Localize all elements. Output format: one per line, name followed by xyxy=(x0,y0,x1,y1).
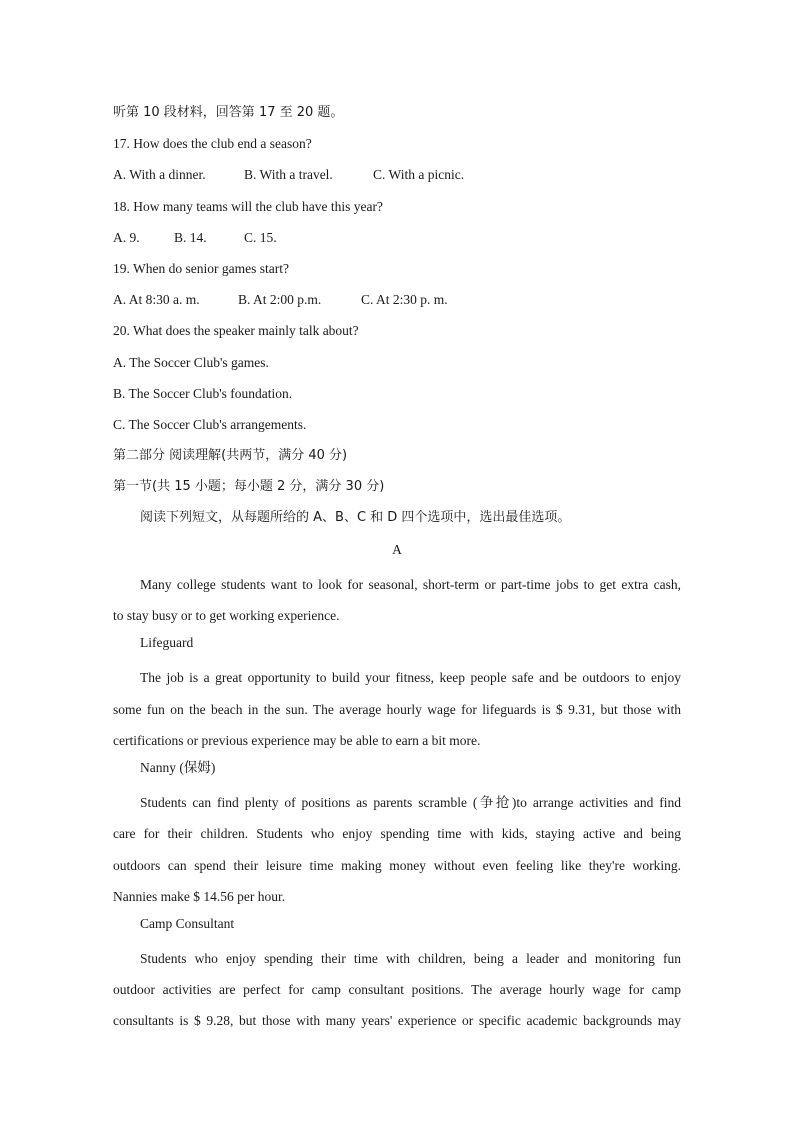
option-c: C. At 2:30 p. m. xyxy=(361,292,448,308)
option-a: A. The Soccer Club's games. xyxy=(113,354,269,370)
options-18 xyxy=(113,226,681,257)
option-b: B. At 2:00 p.m. xyxy=(238,292,322,308)
options-19 xyxy=(113,288,681,319)
question-20: 20. What does the speaker mainly talk about? xyxy=(113,323,359,339)
option-a: A. At 8:30 a. m. xyxy=(113,292,200,308)
section-intro: 听第 10 段材料，回答第 17 至 20 题。 xyxy=(113,105,344,120)
paragraph-line: outdoor activities are perfect for camp consultant positions. The average hourly wage for camp xyxy=(113,982,681,998)
paragraph-line: certifications or previous experience may be able to earn a bit more. xyxy=(113,732,481,748)
intro-paragraph xyxy=(113,569,681,631)
nanny-paragraph xyxy=(113,787,681,912)
option-a: A. With a dinner. xyxy=(113,167,206,183)
job-title-camp-consultant: Camp Consultant xyxy=(140,915,235,931)
option-a: A. 9. xyxy=(113,229,140,245)
option-c: C. 15. xyxy=(244,229,277,245)
instruction-text: 阅读下列短文，从每题所给的 A、B、C 和 D 四个选项中，选出最佳选项。 xyxy=(140,510,571,526)
paragraph-line: Students who enjoy spending their time with children, being a leader and monitoring fun xyxy=(140,951,681,967)
question-17: 17. How does the club end a season? xyxy=(113,136,312,152)
question-18: 18. How many teams will the club have this year? xyxy=(113,198,383,214)
option-c: C. With a picnic. xyxy=(373,167,465,183)
paragraph-line: outdoors can spend their leisure time making money without even feeling like they're working. xyxy=(113,857,681,873)
option-b: B. The Soccer Club's foundation. xyxy=(113,385,293,401)
option-b: B. With a travel. xyxy=(244,167,333,183)
paragraph-line: consultants is $ 9.28, but those with many years' experience or specific academic backgrounds may xyxy=(113,1013,681,1029)
paragraph-line: care for their children. Students who enjoy spending time with kids, staying active and being xyxy=(113,826,681,842)
question-19: 19. When do senior games start? xyxy=(113,260,289,276)
option-c: C. The Soccer Club's arrangements. xyxy=(113,416,307,432)
paragraph-line: Many college students want to look for seasonal, short-term or part-time jobs to get extra cash, xyxy=(140,576,681,592)
paragraph-line: some fun on the beach in the sun. The average hourly wage for lifeguards is $ 9.31, but those with xyxy=(113,701,681,717)
options-17 xyxy=(113,163,681,194)
paragraph-line: Nannies make $ 14.56 per hour. xyxy=(113,888,286,904)
paragraph-line: Students can find plenty of positions as parents scramble (争抢)to arrange activities and find xyxy=(140,795,681,811)
option-b: B. 14. xyxy=(174,229,207,245)
paragraph-line: The job is a great opportunity to build your fitness, keep people safe and be outdoors to enjoy xyxy=(140,670,681,686)
job-title-nanny: Nanny (保姆) xyxy=(140,759,216,775)
part-title: 第二部分 阅读理解(共两节，满分 40 分) xyxy=(113,448,348,464)
camp-consultant-paragraph xyxy=(113,943,681,1037)
passage-label: A xyxy=(392,541,402,557)
section-title: 第一节(共 15 小题；每小题 2 分，满分 30 分) xyxy=(113,479,385,495)
job-title-lifeguard: Lifeguard xyxy=(140,635,194,651)
lifeguard-paragraph xyxy=(113,662,681,756)
page-content xyxy=(113,101,681,1037)
paragraph-line: to stay busy or to get working experience. xyxy=(113,608,340,623)
